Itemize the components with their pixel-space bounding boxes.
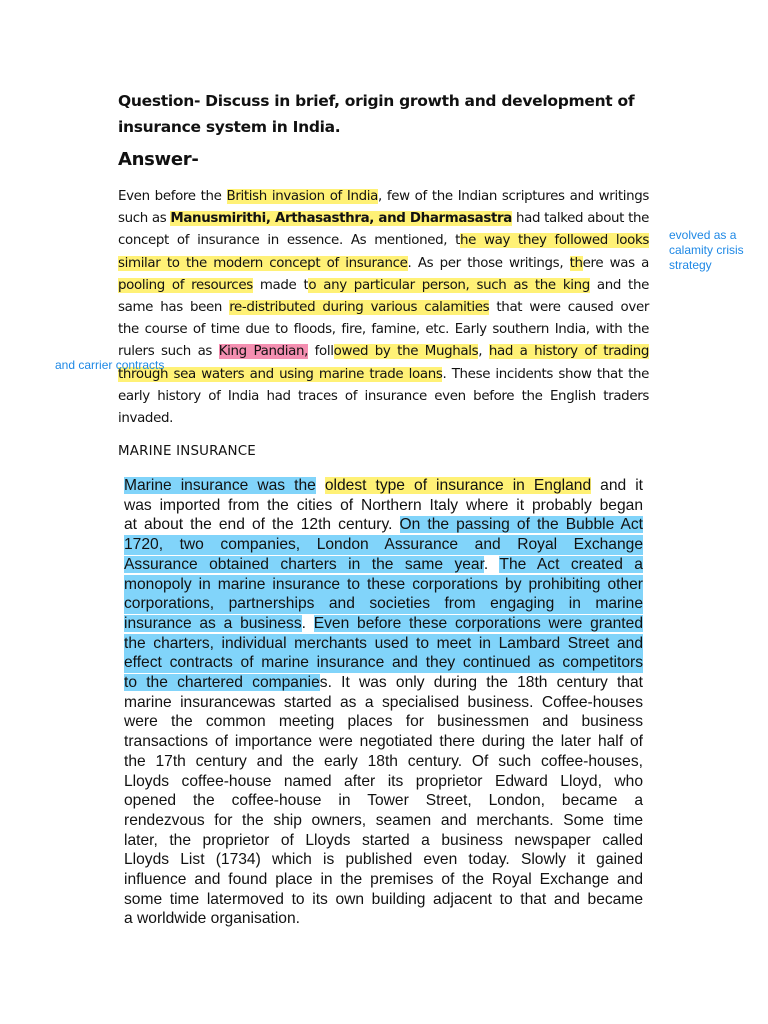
paragraph-line	[124, 515, 643, 535]
paragraph-line: a worldwide organisation.	[124, 910, 300, 928]
highlight-blue: insurance as a business	[124, 614, 302, 632]
text-run: Even before the	[118, 189, 227, 204]
highlight-blue: On the passing of the Bubble Act	[399, 516, 643, 534]
intro-paragraph	[118, 186, 649, 430]
text-run: that were caused over	[489, 300, 650, 316]
text-run: made t	[252, 277, 309, 293]
paragraph-line: Lloyds coffee-house named after its proprietor Edward Lloyd, who	[124, 772, 643, 790]
highlight-pink: King Pandian,	[218, 344, 309, 360]
section-heading-marine-insurance: MARINE INSURANCE	[118, 444, 256, 459]
paragraph-line: marine insurancewas started as a specialised business. Coffee-houses	[124, 693, 643, 711]
highlight-yellow: he way they followed looks	[460, 233, 650, 249]
paragraph-line	[118, 297, 649, 319]
text-run: and the	[589, 277, 649, 293]
highlight-yellow: th	[569, 255, 583, 271]
paragraph-line	[118, 230, 649, 252]
paragraph-line-highlighted: corporations, partnerships and societies from engaging in marine	[124, 595, 643, 613]
paragraph-line: opened the coffee-house in Tower Street, London, became a	[124, 792, 643, 810]
paragraph-line: Lloyds List (1734) which is published even today. Slowly it gained	[124, 851, 643, 869]
text-run: s. It was only during the 18th century that	[319, 674, 644, 692]
paragraph-line: the 17th century and the early 18th century. Of such coffee-houses,	[124, 752, 643, 770]
paragraph-line	[124, 476, 643, 496]
marine-insurance-paragraph	[124, 476, 643, 929]
margin-comment-right[interactable]: evolved as a calamity crisis strategy	[669, 228, 744, 272]
paragraph-line	[124, 673, 643, 693]
highlight-yellow: re-distributed during various calamities	[229, 300, 490, 316]
highlight-yellow: pooling of resources	[118, 277, 253, 293]
paragraph-line: invaded.	[118, 411, 174, 427]
paragraph-line: were the common meeting places for businessmen and business	[124, 713, 643, 731]
highlight-blue: Marine insurance was the	[124, 477, 316, 494]
text-run: . These incidents show that the	[442, 366, 649, 382]
paragraph-line	[124, 614, 643, 634]
text-run: concept of insurance in essence. As mentioned, t	[118, 233, 461, 249]
margin-comment-left[interactable]: and carrier contracts	[55, 358, 165, 372]
highlight-yellow: through sea waters and using marine trade loans	[118, 366, 443, 382]
text-run: . As per those writings,	[407, 255, 570, 271]
highlight-blue: The Act created a	[499, 555, 643, 573]
paragraph-line	[118, 208, 649, 230]
highlight-yellow: had a history of trading	[488, 344, 650, 360]
text-run: , few of the Indian scriptures and writings	[378, 189, 649, 204]
text-run: same has been	[118, 300, 230, 316]
paragraph-line	[118, 253, 649, 275]
paragraph-line: influence and found place in the premises of the Royal Exchange and	[124, 871, 643, 889]
paragraph-line-highlighted: monopoly in marine insurance to these corporations by prohibiting other	[124, 575, 643, 593]
highlight-yellow: similar to the modern concept of insurance	[118, 255, 408, 271]
text-run: foll	[308, 344, 334, 360]
text-run: .	[483, 555, 500, 573]
question-heading	[118, 88, 638, 140]
text-run: such as	[118, 211, 171, 227]
highlight-yellow: oldest type of insurance in England	[324, 477, 592, 494]
paragraph-line: later, the proprietor of Lloyds started a business newspaper called	[124, 831, 643, 849]
question-line-1: Question- Discuss in brief, origin growth and development of	[118, 92, 635, 110]
highlight-yellow-bold: Manusmirithi, Arthasasthra, and Dharmasastra	[170, 211, 512, 227]
paragraph-line-highlighted: the charters, individual merchants used to meet in Lambard Street and	[124, 634, 643, 652]
text-run: and it	[591, 477, 644, 494]
paragraph-line	[118, 341, 649, 363]
paragraph-line: rendezvous for the ship owners, seamen and merchants. Some time	[124, 811, 643, 829]
paragraph-line: some time latermoved to its own building adjacent to that and became	[124, 890, 643, 908]
paragraph-line: the course of time due to floods, fire, famine, etc. Early southern India, with the	[118, 322, 649, 338]
highlight-yellow: British invasion of India	[226, 189, 378, 204]
answer-heading: Answer-	[118, 149, 199, 170]
paragraph-line-highlighted: effect contracts of marine insurance and they continued as competitors	[124, 654, 643, 672]
paragraph-line: was imported from the cities of Northern Italy where it probably began	[124, 496, 643, 514]
highlight-blue: to the chartered companie	[124, 674, 320, 692]
text-run: ,	[478, 344, 489, 360]
text-run: at about the end of the 12th century.	[124, 516, 400, 534]
paragraph-line: transactions of importance were negotiated there during the later half of	[124, 733, 643, 751]
text-run: ere was a	[582, 255, 650, 271]
highlight-blue: Assurance obtained charters in the same year	[124, 555, 484, 573]
paragraph-line-highlighted: 1720, two companies, London Assurance and Royal Exchange	[124, 536, 643, 554]
paragraph-line: early history of India had traces of insurance even before the English traders	[118, 388, 649, 404]
question-line-2: insurance system in India.	[118, 118, 341, 136]
text-run: rulers such as	[118, 344, 219, 360]
paragraph-line	[118, 186, 649, 208]
highlight-blue: Even before these corporations were granted	[313, 614, 643, 632]
paragraph-line	[118, 364, 649, 386]
paragraph-line	[118, 275, 649, 297]
text-run	[316, 477, 325, 494]
highlight-yellow: o any particular person, such as the king	[308, 277, 590, 293]
paragraph-line	[124, 555, 643, 575]
highlight-yellow: owed by the Mughals	[333, 344, 479, 360]
text-run: had talked about the	[511, 211, 649, 227]
text-run: .	[301, 614, 314, 632]
